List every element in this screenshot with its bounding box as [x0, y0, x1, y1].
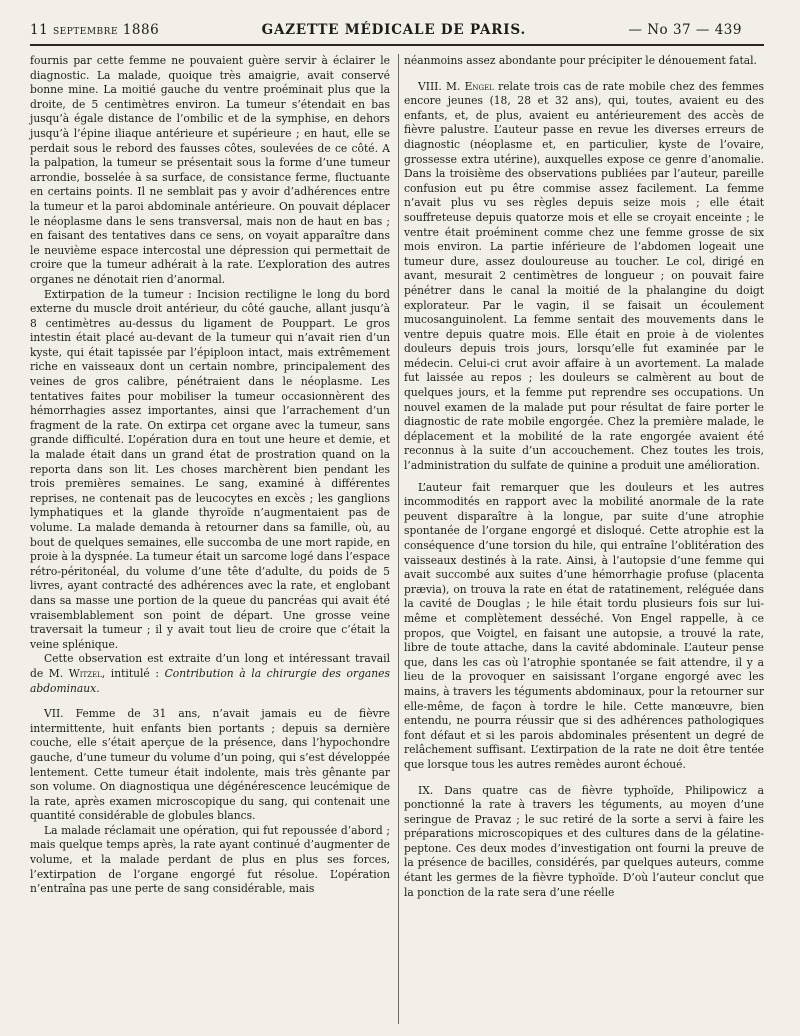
- right-column: [404, 54, 764, 900]
- author-name: Witzel: [68, 666, 102, 680]
- section-ix: IX. Dans quatre cas de fièvre typhoïde, Philipowicz a ponctionné la rate à travers les téguments, au moyen d’une seringue de Pravaz ; le suc retiré de la sorte a servi à faire les préparations microscopiques et des cultures dans de la gélatine-peptone. Ces deux modes d’investigation ont fourni la preuve de la présence de bacilles, considérés, par quelques auteurs, comme étant les germes de la fièvre typhoïde. D’où l’auteur conclut que la ponction de la rate sera d’une réelle: [404, 783, 764, 899]
- page-number: 439: [714, 22, 742, 38]
- left-column: [30, 54, 390, 900]
- section-vii: VII. Femme de 31 ans, n’avait jamais eu de fièvre intermittente, huit enfants bien portants ; depuis sa dernière couche, elle s’était aperçue de la présence, dans l’hypochondre gauche, d’une tumeur du volume d’un poing, qui s’est développée lentement. Cette tumeur était indolente, mais très gênante par son volume. On diagnostiqua une dégénérescence leucémique de la rate, après examen microscopique du sang, qui contenait une quantité considérable de globules blancs.: [30, 707, 390, 823]
- paragraph-citation: Cette observation est extraite d’un long et intéressant travail de M. Witzel, intitulé : Contribution à la chirurgie des organes abdominaux.: [30, 652, 390, 695]
- paragraph: L’auteur fait remarquer que les douleurs et les autres incommodités en rapport avec la mobilité anormale de la rate peuvent disparaître à la longue, par suite d’une atrophie spontanée de l’organe engorgé et disloqué. Cette atrophie est la conséquence d’une torsion du hile, qui entraîne l’oblitération des vaisseaux destinés à la rate. Ainsi, à l’autopsie d’une femme qui avait succombé aux suites d’une hémorrhagie profuse (placenta prævia), on trouva la rate en état de ratatinement, reléguée dans la cavité de Douglas ; le hile était tordu plusieurs fois sur lui-même et complètement desséché. Von Engel rappelle, à ce propos, que Voigtel, en faisant une autopsie, a trouvé la rate, libre de toute attache, dans la cavité abdominale. L’auteur pense que, dans les cas où l’atrophie spontanée se fait attendre, il y a lieu de la provoquer en saisissant l’organe engorgé avec les mains, à travers les téguments abdominaux, pour la retourner sur elle-même, de façon à tordre le hile. Cette manœuvre, bien entendu, ne pourra réussir que si des adhérences pathologiques font défaut et si les parois abdominales présentent un degré de relâchement suffisant. L’extirpation de la rate ne doit être tentée que lorsque tous les autres remèdes auront échoué.: [404, 480, 764, 771]
- running-header: [30, 22, 742, 38]
- section-viii: VIII. M. Engel relate trois cas de rate mobile chez des femmes encore jeunes (18, 28 et 32 ans), qui, toutes, avaient eu des enfants, et, de plus, avaient eu antérieurement des accès de fièvre palustre. L’auteur passe en revue les diverses erreurs de diagnostic (néoplasme et, en particulier, kyste de l’ovaire, grossesse extra utérine), auxquelles expose ce genre d’anomalie. Dans la troisième des observations publiées par l’auteur, pareille confusion eut pu être commise assez facilement. La femme n’avait plus vu ses règles depuis seize mois ; elle était souffreteuse depuis quatorze mois et elle se croyait enceinte ; le ventre était proéminent comme chez une femme grosse de six mois environ. La partie inférieure de l’abdomen logeait une tumeur dure, assez douloureuse au toucher. Le col, dirigé en avant, mesurait 2 centimètres de longueur ; on pouvait faire pénétrer dans le canal la moitié de la phalangine du doigt explorateur. Par le vagin, il se faisait un écoulement mucosanguinolent. La femme sentait des mouvements dans le ventre depuis quatre mois. Elle était en proie à de violentes douleurs depuis trois jours, lorsqu’elle fut examinée par le médecin. Celui-ci crut avoir affaire à un avortement. La malade fut laissée au repos ; les douleurs se calmèrent au bout de quelques jours, et la femme put reprendre ses occupations. Un nouvel examen de la malade put pour résultat de faire porter le diagnostic de rate mobile engorgée. Chez la première malade, le déplacement et la mobilité de la rate engorgée avaient été reconnus à la suite d’un accouchement. Chez toutes les trois, l’administration du sulfate de quinine a produit une amélioration.: [404, 79, 764, 473]
- issue-and-page: [628, 22, 742, 38]
- paragraph: Extirpation de la tumeur : Incision rectiligne le long du bord externe du muscle droit antérieur, du côté gauche, allant jusqu’à 8 centimètres au-dessus du ligament de Pouppart. Le gros intestin était placé au-devant de la tumeur qui n’avait rien d’un kyste, qui était tapissée par l’épiploon intact, mais extrêmement riche en vaisseaux dont un certain nombre, principalement des veines de gros calibre, pénétraient dans le néoplasme. Les tentatives faites pour mobiliser la tumeur occasionnèrent des hémorrhagies assez importantes, ainsi que l’arrachement d’un fragment de la rate. On extirpa cet organe avec la tumeur, sans grande difficulté. L’opération dura en tout une heure et demie, et la malade était dans un grand état de prostration quand on la reporta dans son lit. Les choses marchèrent bien pendant les trois premières semaines. Le sang, examiné à différentes reprises, ne contenait pas de leucocytes en excès ; les ganglions lymphatiques et la glande thyroïde n’augmentaient pas de volume. La malade demanda à retourner dans sa famille, où, au bout de quelques semaines, elle succomba de une mort rapide, en proie à la dyspnée. La tumeur était un sarcome logé dans l’espace rétro-péritonéal, du volume d’une tête d’adulte, du poids de 5 livres, ayant contracté des adhérences avec la rate, et englobant dans sa masse une portion de la queue du pancréas qui avait été vraisemblablement son point de départ. Une grosse veine traversait la tumeur ; il y avait tout lieu de croire que c’était la veine splénique.: [30, 287, 390, 651]
- paragraph: La malade réclamait une opération, qui fut repoussée d’abord ; mais quelque temps après, la rate ayant continué d’augmenter de volume, et la malade perdant de plus en plus ses forces, l’extirpation de l’organe engorgé fut résolue. L’opération n’entraîna pas une perte de sang considérable, mais: [30, 823, 390, 896]
- author-name: Engel: [464, 79, 494, 93]
- issue-number: — No 37 —: [628, 22, 710, 38]
- paragraph: néanmoins assez abondante pour précipiter le dénouement fatal.: [404, 54, 757, 67]
- paragraph: fournis par cette femme ne pouvaient guère servir à éclairer le diagnostic. La malade, quoique très amaigrie, avait conservé bonne mine. La moitié gauche du ventre proéminait plus que la droite, de 5 centimètres environ. La tumeur s’étendait en bas jusqu’à égale distance de l’ombilic et de la symphise, en dehors jusqu’à l’épine iliaque antérieure et supérieure ; en haut, elle se perdait sous le rebord des fausses côtes, soulevées de ce côté. A la palpation, la tumeur se présentait sous la forme d’une tumeur arrondie, bosselée à sa surface, de consistance ferme, fluctuante en certains points. Il ne semblait pas y avoir d’adhérences entre la tumeur et la paroi abdominale antérieure. On pouvait déplacer le néoplasme dans le sens transversal, mais non de haut en bas ; en faisant des tentatives dans ce sens, on voyait apparaître dans le neuvième espace intercostal une dépression qui permettait de croire que la tumeur adhérait à la rate. L’exploration des autres organes ne dénotait rien d’anormal.: [30, 54, 390, 286]
- journal-title: GAZETTE MÉDICALE DE PARIS.: [261, 22, 526, 38]
- header-rule: [30, 44, 764, 46]
- header-date: 11 septembre 1886: [30, 22, 160, 38]
- article-columns: [30, 54, 764, 900]
- cited-work-title: Contribution à la chirurgie des organes abdominaux.: [30, 666, 390, 695]
